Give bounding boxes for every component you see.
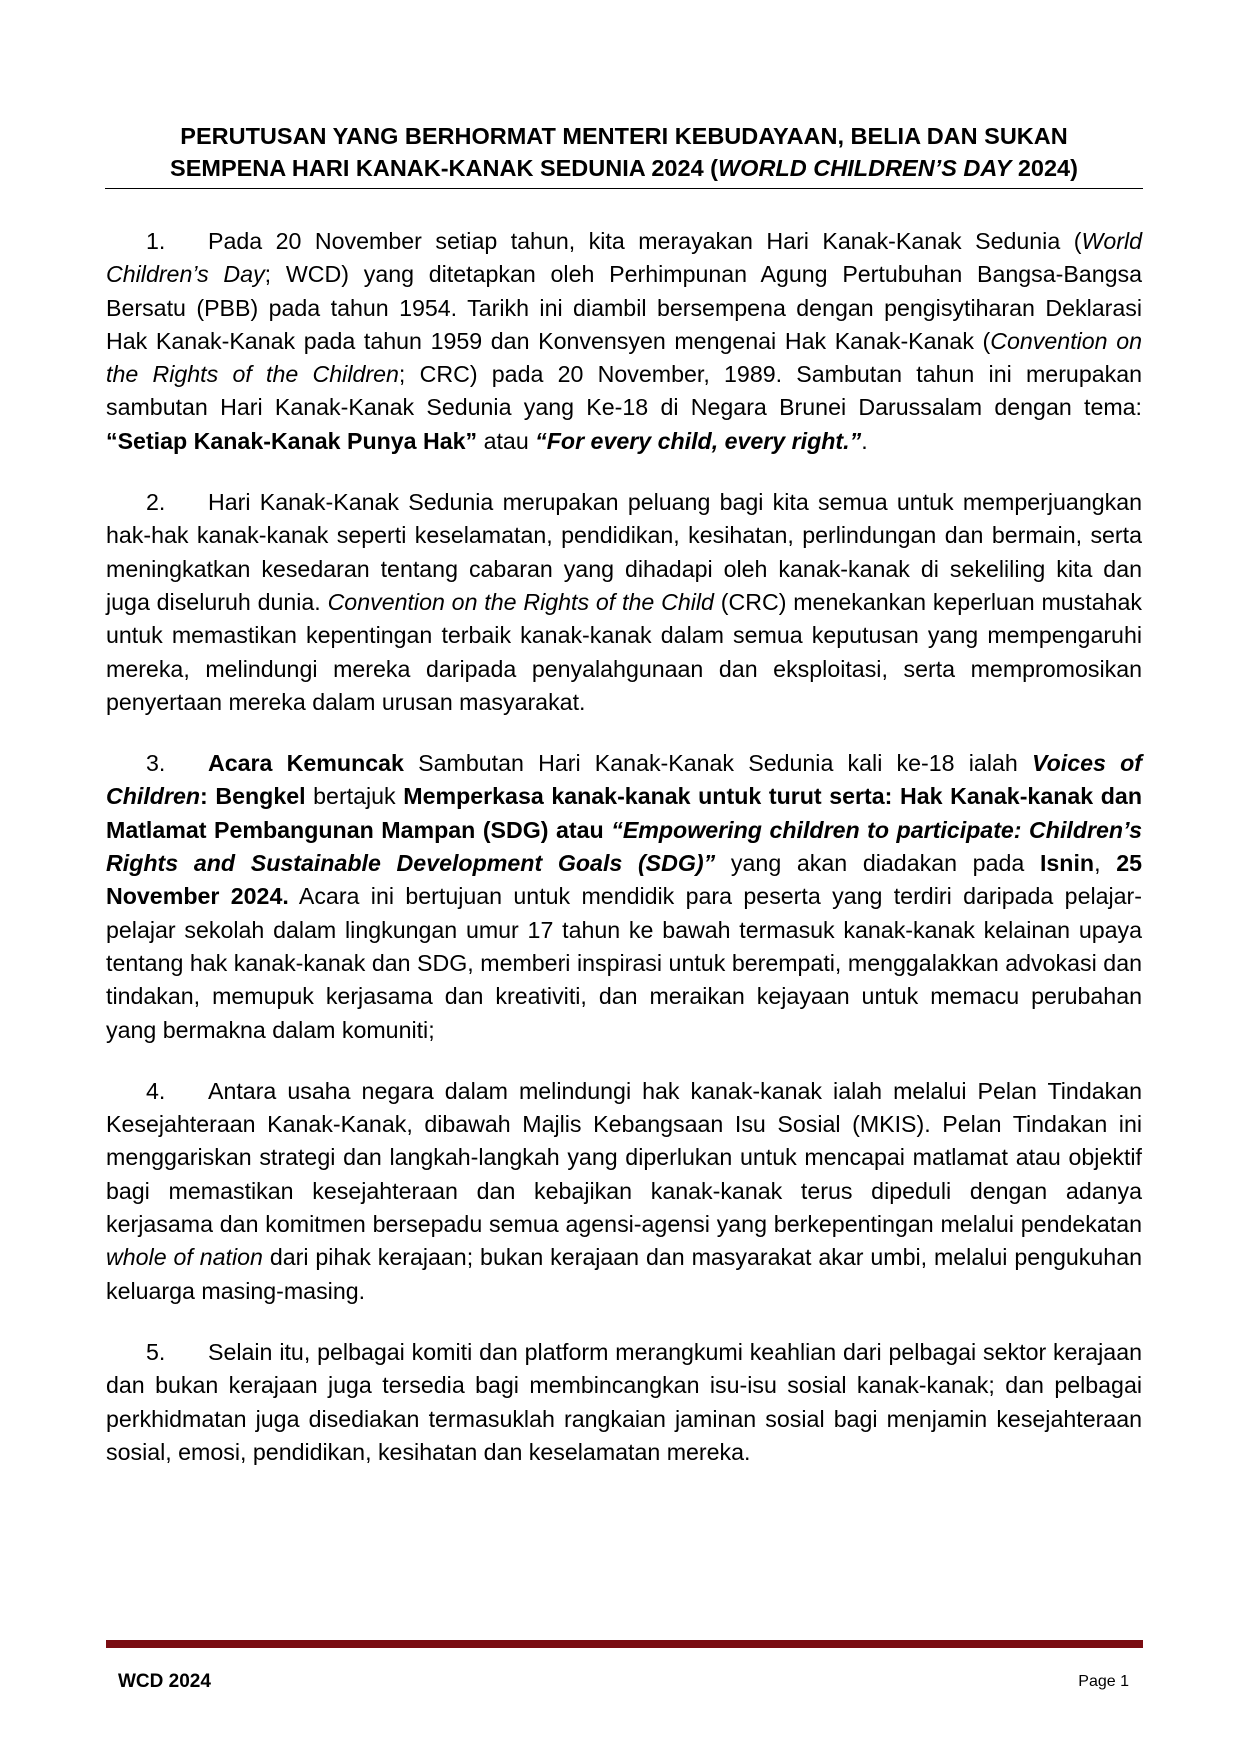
paragraph-text-run: Convention on the Rights of the Child <box>327 588 714 615</box>
paragraph-text-run: : Bengkel <box>200 783 306 810</box>
paragraph-text-run: “Empowering children to participate: Children’s Rights and Sustainable Development Goals (SDG)” <box>106 816 1142 877</box>
paragraph-text-run: Selain itu, pelbagai komiti dan platform merangkumi keahlian dari pelbagai sektor kerajaan dan bukan kerajaan juga tersedia bagi membincangkan isu-isu sosial kanak-kanak; dan pelbagai perkhidmatan juga disediakan termasuklah rangkaian jaminan sosial bagi menjamin kesejahteraan sosial, emosi, pendidikan, kesihatan dan keselamatan mereka. <box>106 1338 1142 1465</box>
title-line-2-part-a: SEMPENA HARI KANAK-KANAK SEDUNIA 2024 ( <box>170 155 718 181</box>
paragraph-text-run: . <box>861 427 868 454</box>
paragraph-text-run: (CRC) menekankan keperluan mustahak untuk memastikan kepentingan terbaik kanak-kanak dalam semua keputusan yang mempengaruhi mereka, melindungi mereka daripada penyalahgunaan dan eksploitasi, serta mempromosikan penyertaan mereka dalam urusan masyarakat. <box>106 588 1142 715</box>
paragraph-number: 4. <box>146 1077 166 1104</box>
paragraph-5 <box>106 1336 1142 1469</box>
paragraph-text-run: “For every child, every right.” <box>535 427 862 454</box>
paragraph-text-run: Acara ini bertujuan untuk mendidik para peserta yang terdiri daripada pelajar-pelajar sekolah dalam lingkungan umur 17 tahun ke bawah termasuk kanak-kanak kelainan upaya tentang hak kanak-kanak dan SDG, memberi inspirasi untuk berempati, menggalakkan advokasi dan tindakan, memupuk kerjasama dan kreativiti, dan meraikan kejayaan untuk memacu perubahan yang bermakna dalam komuniti; <box>106 883 1143 1043</box>
paragraph-text-run: “Setiap Kanak-Kanak Punya Hak” <box>106 427 478 454</box>
title-line-1: PERUTUSAN YANG BERHORMAT MENTERI KEBUDAYAAN, BELIA DAN SUKAN <box>180 123 1068 149</box>
paragraph-text-run: Acara Kemuncak <box>208 750 404 777</box>
document-title <box>105 120 1143 189</box>
paragraph-3 <box>106 747 1142 1047</box>
footer-label: WCD 2024 <box>118 1671 211 1692</box>
paragraph-text-run: Hari Kanak-Kanak Sedunia merupakan peluang bagi kita semua untuk memperjuangkan hak-hak kanak-kanak seperti keselamatan, pendidikan, kesihatan, perlindungan dan bermain, serta meningkatkan kesedaran tentang cabaran yang dihadapi oleh kanak-kanak di sekeliling kita dan juga diseluruh dunia. <box>106 489 1142 615</box>
paragraph-text-run: atau <box>477 427 536 454</box>
paragraph-text-run: bertajuk <box>305 783 404 810</box>
paragraph-text-run: Sambutan Hari Kanak-Kanak Sedunia kali ke-18 ialah <box>403 750 1032 777</box>
title-line-2-italic: WORLD CHILDREN’S DAY <box>718 155 1012 181</box>
title-line-2 <box>105 152 1143 184</box>
document-body <box>106 225 1142 1497</box>
paragraph-text-run: , <box>1094 850 1117 877</box>
paragraph-text-run: Convention on the Rights of the Children <box>106 327 1142 388</box>
paragraph-text-run: ; CRC) pada 20 November, 1989. Sambutan tahun ini merupakan sambutan Hari Kanak-Kanak Sedunia yang Ke-18 di Negara Brunei Darussalam dengan tema: <box>106 361 1142 421</box>
paragraph-number: 5. <box>146 1338 166 1365</box>
paragraph-text-run: 25 November 2024. <box>106 850 1142 910</box>
paragraph-text-run: ; WCD) yang ditetapkan oleh Perhimpunan Agung Pertubuhan Bangsa-Bangsa Bersatu (PBB) pada tahun 1954. Tarikh ini diambil bersempena dengan pengisytiharan Deklarasi Hak Kanak-Kanak pada tahun 1959 dan Konvensyen mengenai Hak Kanak-Kanak ( <box>106 261 1142 354</box>
paragraph-number: 2. <box>146 489 166 516</box>
paragraph-text-run: Pada 20 November setiap tahun, kita merayakan Hari Kanak-Kanak Sedunia ( <box>208 228 1082 254</box>
paragraph-text-run: Memperkasa kanak-kanak untuk turut serta: Hak Kanak-kanak dan Matlamat Pembangunan Mampan (SDG) atau <box>106 783 1142 843</box>
paragraph-number: 3. <box>146 750 166 777</box>
paragraph-text-run: whole of nation <box>106 1244 263 1271</box>
paragraph-text-run: dari pihak kerajaan; bukan kerajaan dan masyarakat akar umbi, melalui pengukuhan keluarga masing-masing. <box>106 1244 1142 1304</box>
paragraph-1 <box>106 225 1142 458</box>
paragraph-text-run: Isnin <box>1039 850 1095 877</box>
paragraph-number: 1. <box>146 228 166 254</box>
paragraph-4 <box>106 1075 1142 1308</box>
paragraph-text-run: World Children’s Day <box>106 228 1142 288</box>
paragraph-2 <box>106 486 1142 719</box>
page-number: Page 1 <box>1078 1673 1129 1690</box>
paragraph-text-run: yang akan diadakan pada <box>715 850 1040 877</box>
paragraph-text-run: Voices of Children <box>106 750 1142 810</box>
footer-rule <box>106 1640 1143 1648</box>
paragraph-text-run: Antara usaha negara dalam melindungi hak kanak-kanak ialah melalui Pelan Tindakan Kesejahteraan Kanak-Kanak, dibawah Majlis Kebangsaan Isu Sosial (MKIS). Pelan Tindakan ini menggariskan strategi dan langkah-langkah yang diperlukan untuk mencapai matlamat atau objektif bagi memastikan kesejahteraan dan kebajikan kanak-kanak terus dipeduli dengan adanya kerjasama dan komitmen bersepadu semua agensi-agensi yang berkepentingan melalui pendekatan <box>106 1077 1142 1238</box>
title-line-2-part-c: 2024) <box>1011 155 1078 181</box>
